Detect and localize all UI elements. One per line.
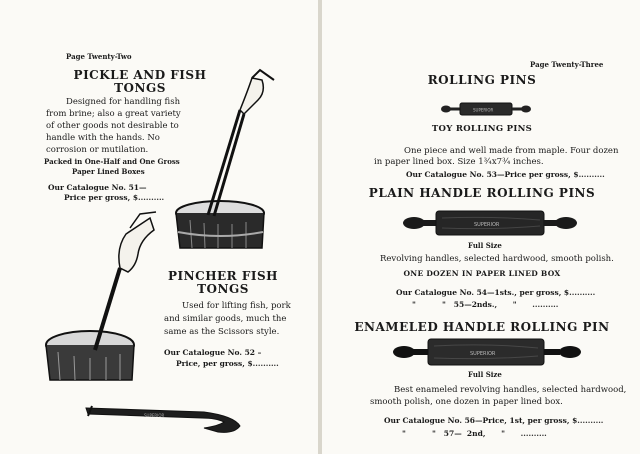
enameled-size-caption: Full Size [468, 370, 502, 379]
page-number: Page Twenty-Three [530, 60, 604, 69]
toy-desc-line: One piece and well made from maple. Four dozen [404, 146, 619, 156]
pin-stamp-text: SUPERIOR [470, 351, 496, 357]
tongs-stamp-text: SUPERIOR [144, 413, 165, 418]
plain-handle-title: PLAIN HANDLE ROLLING PINS [368, 186, 596, 200]
barrel-with-tongs-illustration [170, 70, 280, 255]
pincher-desc-line: Used for lifting fish, pork [182, 301, 291, 311]
toy-rolling-pins-title: TOY ROLLING PINS [431, 124, 533, 134]
pickle-packing-1: Packed in One-Half and One Gross [44, 157, 180, 166]
pickle-tongs-title-2: TONGS [114, 81, 166, 95]
left-page [0, 0, 318, 454]
plain-desc: Revolving handles, selected hardwood, smooth polish. [380, 254, 614, 264]
rolling-pins-title: ROLLING PINS [427, 73, 537, 87]
pin-stamp-text: SUPERIOR [474, 222, 500, 228]
pickle-desc-line: corrosion or mutilation. [46, 145, 149, 155]
pincher-tongs-illustration [84, 398, 244, 438]
enameled-handle-title: ENAMELED HANDLE ROLLING PIN [354, 320, 610, 334]
pickle-tongs-title-1: PICKLE AND FISH [73, 68, 207, 82]
pincher-tongs-title-1: PINCHER FISH [168, 269, 278, 283]
right-page [322, 0, 640, 454]
pickle-packing-2: Paper Lined Boxes [72, 167, 145, 176]
pickle-desc-line: Designed for handling fish [66, 97, 181, 107]
enameled-catalogue-2: " " 57— 2nd, " .......... [402, 429, 547, 438]
pincher-desc-line: same as the Scissors style. [164, 327, 280, 337]
enameled-catalogue-1: Our Catalogue No. 56—Price, 1st, per gross, $.......... [384, 416, 604, 425]
toy-desc-line: in paper lined box. Size 1¾x7¾ inches. [374, 157, 544, 167]
enameled-handle-rolling-pin-illustration [392, 336, 582, 368]
toy-catalogue: Our Catalogue No. 53—Price per gross, $.......... [406, 170, 605, 179]
toy-rolling-pin-illustration [440, 100, 532, 118]
pincher-catalogue-2: Price, per gross, $.......... [176, 359, 279, 368]
pickle-desc-line: from brine; also a great variety [46, 109, 181, 119]
pickle-catalogue-2: Price per gross, $.......... [64, 193, 165, 202]
pincher-tongs-title-2: TONGS [197, 282, 249, 296]
plain-size-caption: Full Size [468, 241, 502, 250]
pickle-desc-line: handle with the hands. No [46, 133, 160, 143]
plain-packing: ONE DOZEN IN PAPER LINED BOX [403, 269, 561, 278]
pincher-catalogue-1: Our Catalogue No. 52 – [164, 348, 262, 357]
enameled-desc-line: smooth polish, one dozen in paper lined box. [370, 397, 563, 407]
pin-stamp-text: SUPERIOR [473, 107, 494, 113]
plain-catalogue-2: " " 55—2nds., " .......... [412, 300, 559, 309]
pickle-tongs-barrel-illustration [40, 210, 150, 390]
pincher-desc-line: and similar goods, much the [164, 314, 287, 324]
enameled-desc-line: Best enameled revolving handles, selected hardwood, [394, 385, 627, 395]
page-number: Page Twenty-Two [66, 52, 132, 61]
pickle-desc-line: of other goods not desirable to [46, 121, 179, 131]
pickle-catalogue-1: Our Catalogue No. 51— [48, 183, 147, 192]
plain-handle-rolling-pin-illustration [402, 208, 578, 238]
plain-catalogue-1: Our Catalogue No. 54—1sts., per gross, $.......... [396, 288, 596, 297]
